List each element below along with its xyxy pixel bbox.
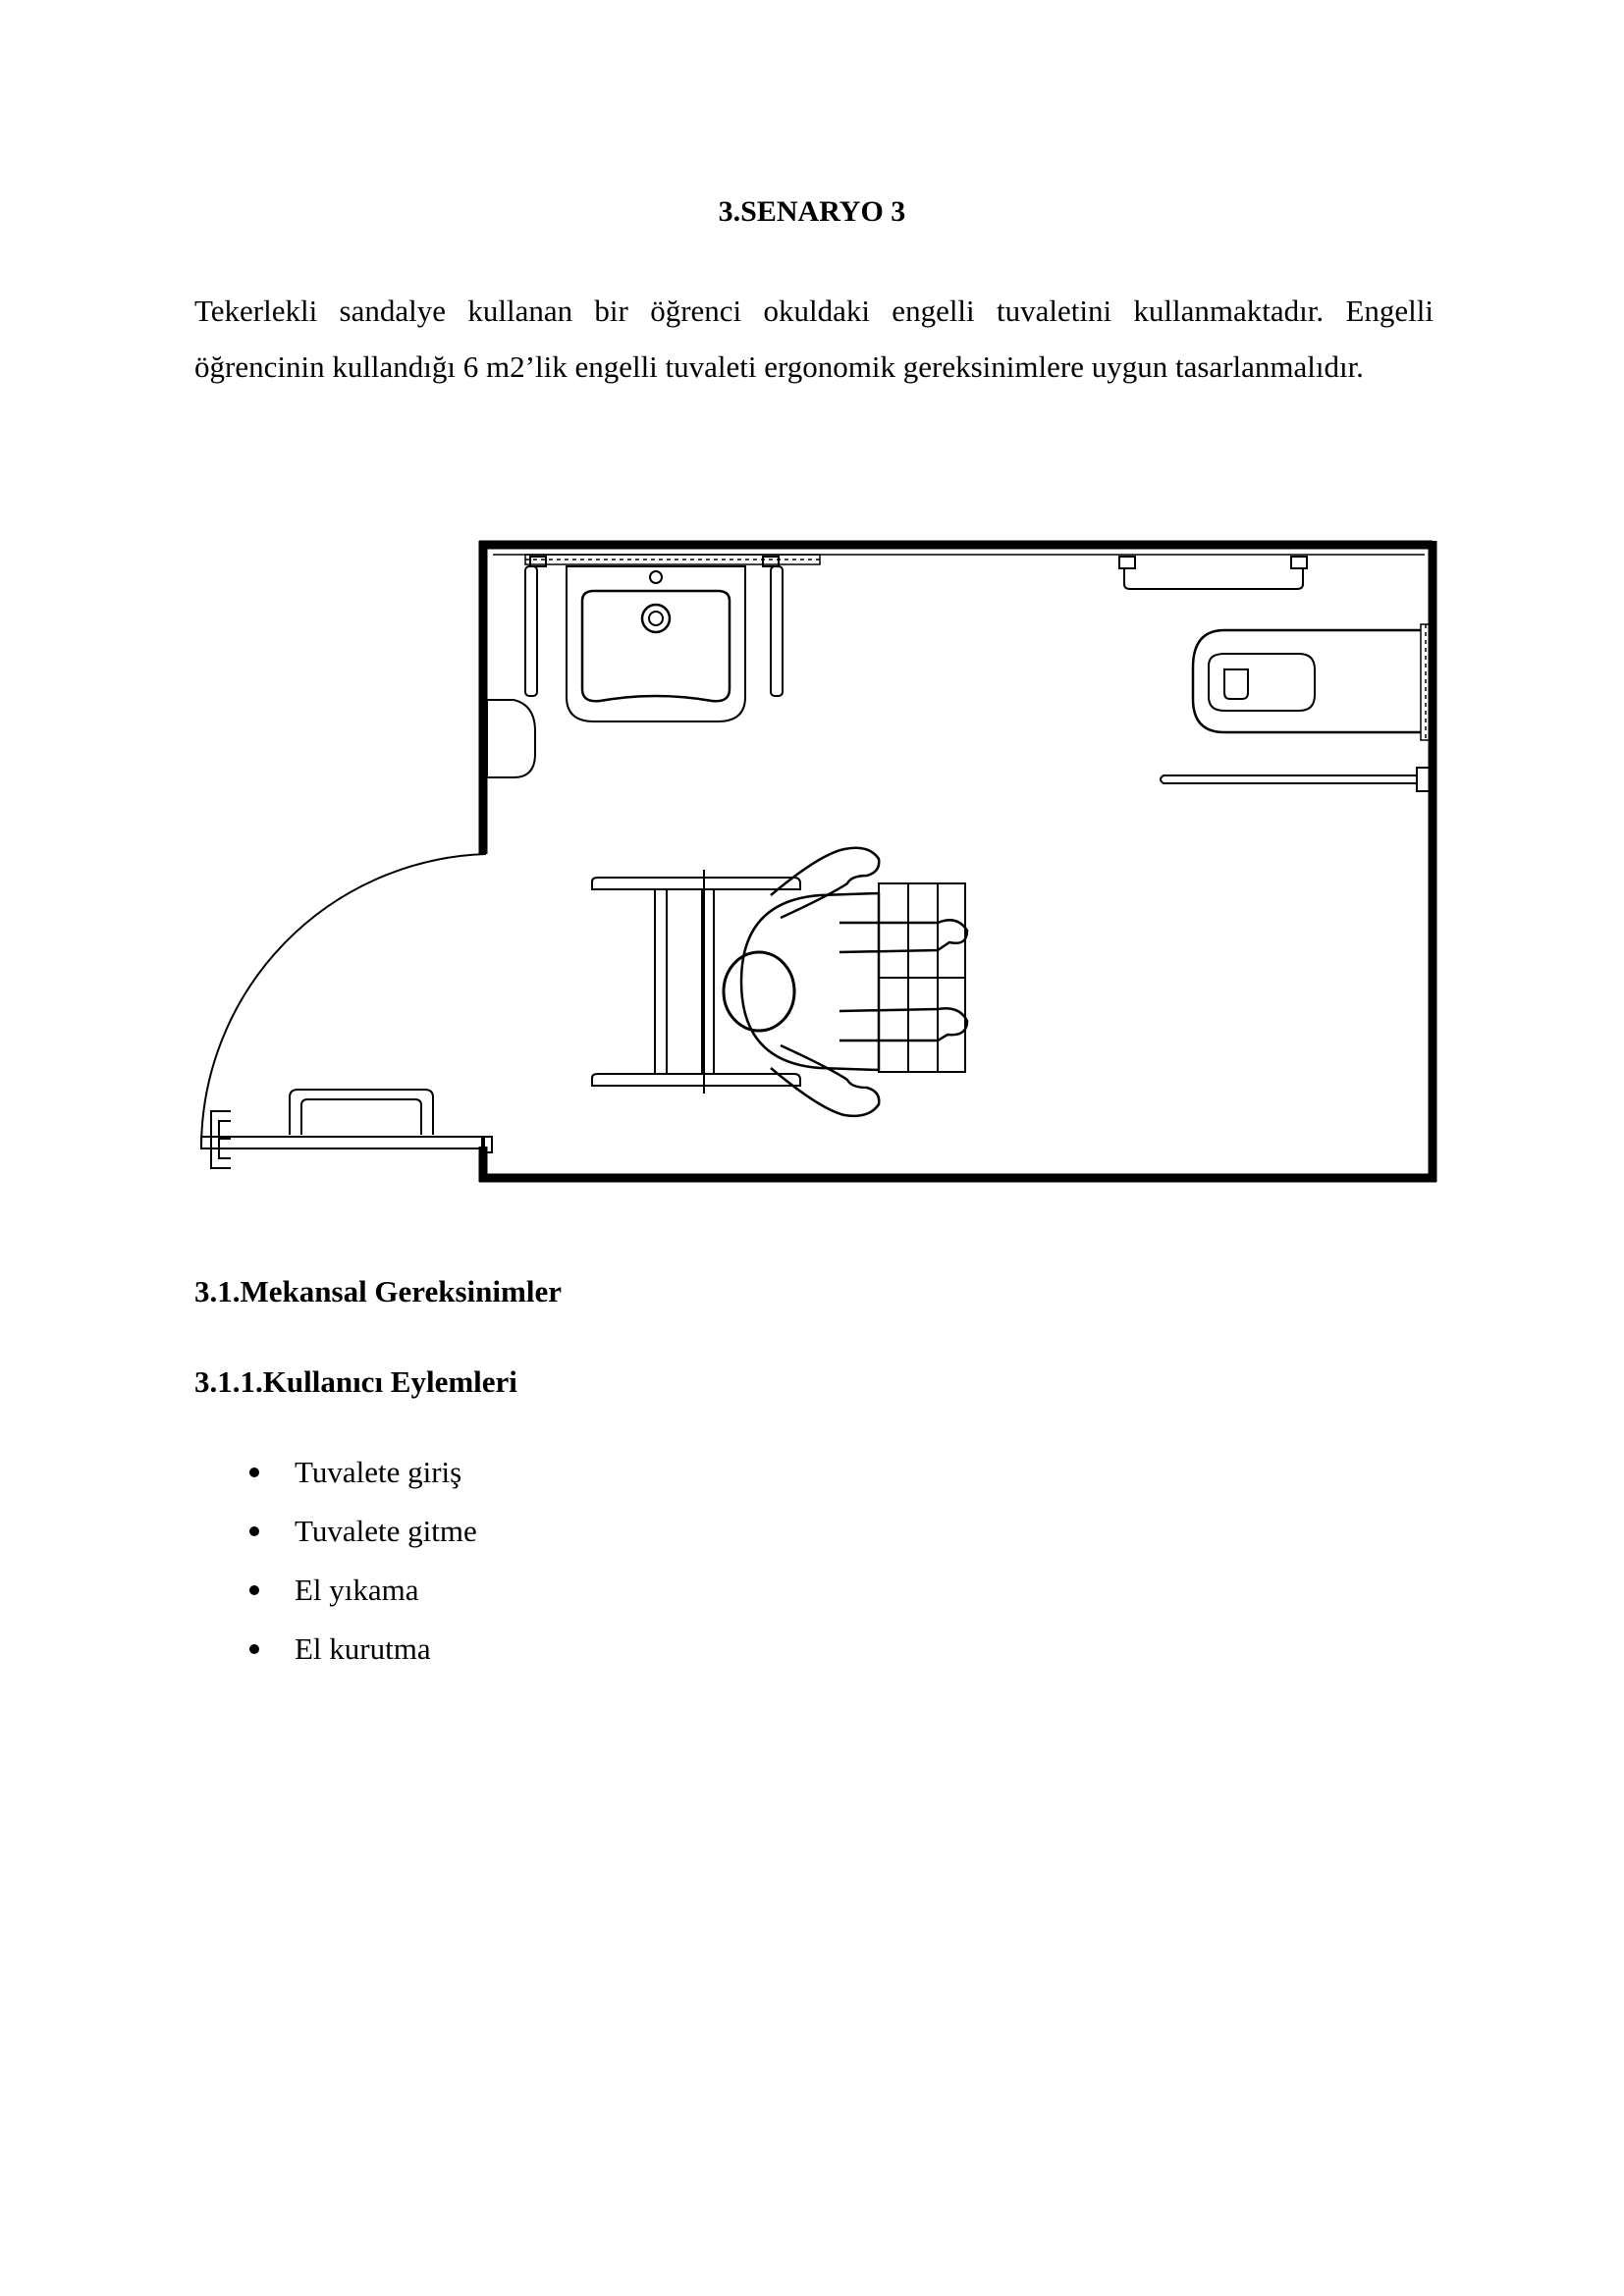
subsection-heading: 3.1.1.Kullanıcı Eylemleri [194,1364,517,1399]
toilet [1161,624,1431,791]
list-item-label: Tuvalete gitme [295,1514,477,1548]
sink [525,555,820,721]
list-item [194,1453,477,1512]
bullet-dot-icon [249,1644,259,1654]
list-item [194,1512,477,1571]
hand-dryer [487,700,535,777]
user-actions-list [194,1453,477,1688]
grab-bar-top [1119,557,1307,589]
section-heading: 3.1.Mekansal Gereksinimler [194,1274,562,1308]
list-item [194,1571,477,1629]
intro-paragraph: Tekerlekli sandalye kullanan bir öğrenci okuldaki engelli tuvaletini kullanmaktadır. Engelli öğrencinin kullandığı 6 m2’lik engelli tuvaleti ergonomik gereksinimlere uygun tasarlanmalıdır. [194,294,1434,384]
bullet-dot-icon [249,1585,259,1595]
door-swing [201,854,492,1168]
bullet-dot-icon [249,1526,259,1536]
bullet-dot-icon [249,1468,259,1477]
page-title: 3.SENARYO 3 [718,195,906,228]
list-item-label: El kurutma [295,1631,431,1666]
wheelchair-user [592,848,967,1116]
accessible-toilet-floor-plan [191,530,1448,1198]
list-item [194,1629,477,1688]
list-item-label: El yıkama [295,1573,419,1607]
list-item-label: Tuvalete giriş [295,1455,462,1489]
